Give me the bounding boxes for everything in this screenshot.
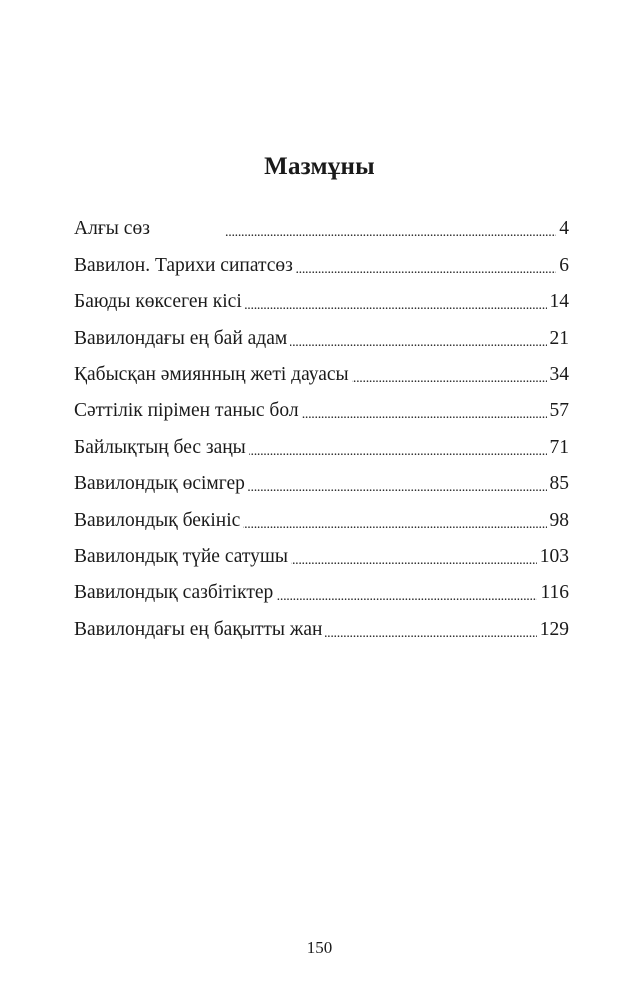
toc-entry-page: 34 [549, 363, 569, 385]
toc-leader-dots [276, 581, 537, 605]
page-number: 150 [306, 938, 333, 957]
toc-entry [74, 314, 569, 350]
toc-entry-title: Сәттілік пірімен таныс бол [74, 400, 299, 422]
toc-entry [74, 460, 569, 496]
toc-entry-title: Алғы сөз [74, 218, 150, 240]
toc-entry [74, 533, 569, 569]
toc-entry-title: Вавилондық сазбітіктер [74, 582, 274, 604]
toc-entry-page: 129 [539, 618, 569, 640]
toc-entry [74, 569, 569, 605]
toc-leader-dots [352, 363, 547, 387]
toc-entry [74, 605, 569, 641]
toc-entry-title: Қабысқан әмиянның жеті дауасы [74, 363, 349, 385]
toc-leader-dots [153, 217, 556, 241]
page-title: Мазмұны [264, 153, 375, 180]
toc-entry-title: Байлықтың бес заңы [74, 436, 246, 458]
toc-entry [74, 205, 569, 241]
toc-entry-page: 85 [549, 473, 569, 495]
toc-entry [74, 496, 569, 532]
toc-leader-dots [290, 327, 546, 351]
toc-entry-page: 21 [549, 327, 569, 349]
toc-entry [74, 351, 569, 387]
toc-entry-title: Вавилондағы ең бай адам [74, 327, 288, 349]
toc-leader-dots [291, 545, 537, 569]
toc-entry [74, 241, 569, 277]
toc-entry-page: 14 [549, 291, 569, 313]
toc-entry-page: 103 [539, 545, 569, 567]
toc-entry-title: Вавилондық түйе сатушы [74, 545, 289, 567]
toc-leader-dots [302, 399, 547, 423]
toc-entry-title: Баюды көксеген кісі [74, 291, 242, 313]
toc-entry-page: 98 [549, 509, 569, 531]
toc-entry-title: Вавилондық өсімгер [74, 473, 245, 495]
toc-entry-title: Вавилондағы ең бақытты жан [74, 618, 323, 640]
toc-entry [74, 423, 569, 459]
toc-entry-page: 116 [540, 582, 569, 604]
toc-entry-page: 71 [549, 436, 569, 458]
toc-entry [74, 278, 569, 314]
toc-entry-page: 4 [559, 218, 569, 240]
toc-leader-dots [243, 509, 546, 533]
toc-entry-page: 57 [549, 400, 569, 422]
table-of-contents [74, 205, 569, 642]
toc-entry-page: 6 [559, 254, 569, 276]
toc-leader-dots [249, 436, 547, 460]
toc-leader-dots [325, 618, 536, 642]
toc-leader-dots [245, 290, 547, 314]
toc-leader-dots [248, 472, 547, 496]
toc-entry-title: Вавилон. Тарихи сипатсөз [74, 254, 293, 276]
toc-entry [74, 387, 569, 423]
toc-entry-title: Вавилондық бекініс [74, 509, 241, 531]
toc-leader-dots [296, 254, 556, 278]
